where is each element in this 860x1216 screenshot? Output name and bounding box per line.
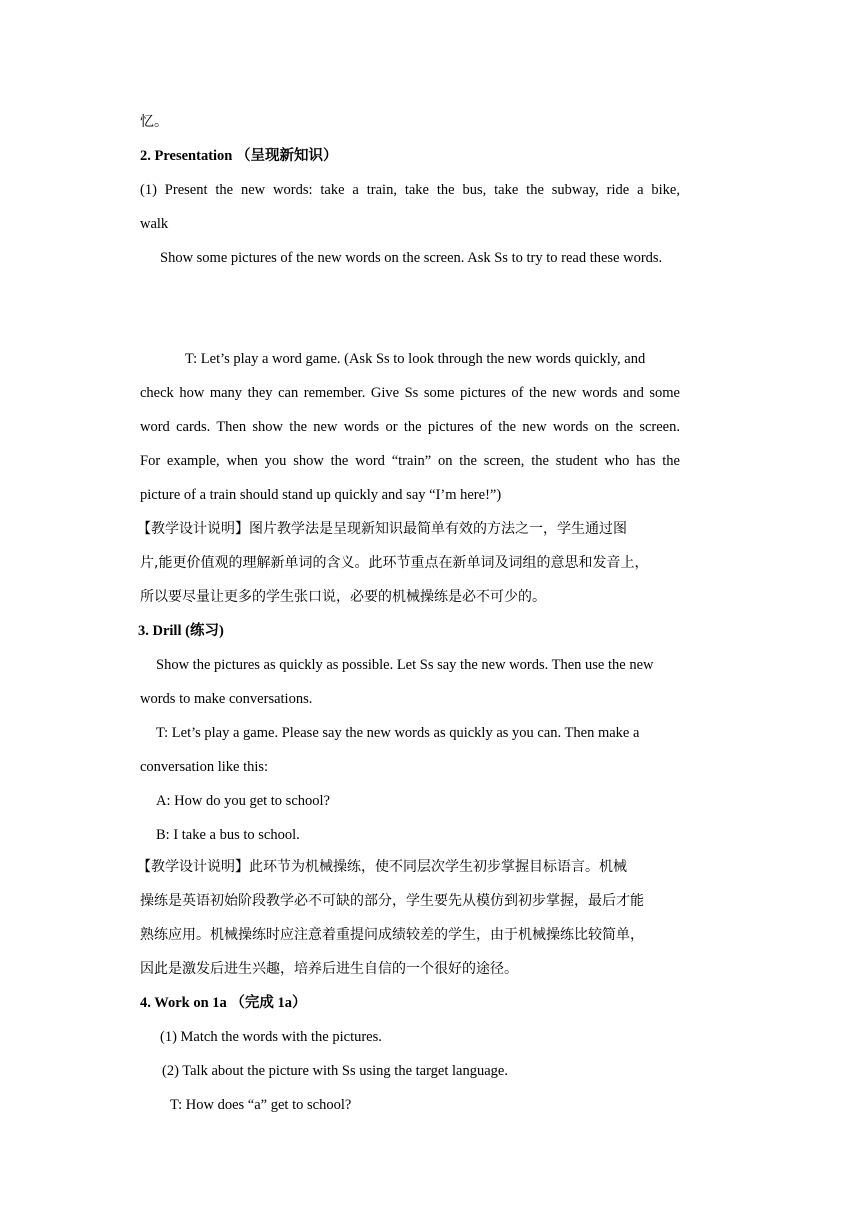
design-note-line: 【教学设计说明】图片教学法是呈现新知识最简单有效的方法之一，学生通过图: [137, 521, 627, 537]
text-line: conversation like this:: [140, 759, 269, 775]
text-line: words to make conversations.: [140, 691, 313, 707]
text-line: Show some pictures of the new words on the screen. Ask Ss to try to read these words.: [160, 250, 663, 266]
design-note-line: 熟练应用。机械操练时应注意着重提问成绩较差的学生，由于机械操练比较简单，: [140, 927, 644, 943]
text-line: check how many they can remember. Give Ss some pictures of the new words and some: [140, 385, 680, 401]
text-line: Show the pictures as quickly as possible. Let Ss say the new words. Then use the new: [156, 657, 654, 673]
text-line: (2) Talk about the picture with Ss using the target language.: [162, 1063, 508, 1079]
text-line: For example, when you show the word “train” on the screen, the student who has the: [140, 453, 680, 469]
dialogue-line: A: How do you get to school?: [156, 793, 330, 809]
text-line: T: Let’s play a game. Please say the new words as quickly as you can. Then make a: [156, 725, 640, 741]
design-note-line: 操练是英语初始阶段教学必不可缺的部分，学生要先从模仿到初步掌握，最后才能: [140, 893, 644, 909]
design-note-line: 片,能更价值观的理解新单词的含义。此环节重点在新单词及词组的意思和发音上，: [140, 555, 649, 571]
text-line: T: Let’s play a word game. (Ask Ss to look through the new words quickly, and: [185, 351, 646, 367]
design-note-line: 因此是激发后进生兴趣，培养后进生自信的一个很好的途径。: [140, 961, 518, 977]
design-note-line: 所以要尽量让更多的学生张口说，必要的机械操练是必不可少的。: [140, 589, 546, 605]
text-line: walk: [140, 216, 169, 232]
section-heading-drill: 3. Drill (练习): [138, 623, 224, 639]
text-line: T: How does “a” get to school?: [170, 1097, 352, 1113]
text-line: (1) Present the new words: take a train, take the bus, take the subway, ride a bike,: [140, 182, 680, 198]
text-line: 忆。: [140, 114, 168, 130]
text-line: word cards. Then show the new words or the pictures of the new words on the screen.: [140, 419, 680, 435]
dialogue-line: B: I take a bus to school.: [156, 827, 300, 843]
section-heading-presentation: 2. Presentation （呈现新知识）: [140, 148, 338, 164]
design-note-line: 【教学设计说明】此环节为机械操练，使不同层次学生初步掌握目标语言。机械: [137, 859, 627, 875]
text-line: picture of a train should stand up quickly and say “I’m here!”): [140, 487, 502, 503]
section-heading-work-on-1a: 4. Work on 1a （完成 1a）: [140, 995, 307, 1011]
text-line: (1) Match the words with the pictures.: [160, 1029, 382, 1045]
